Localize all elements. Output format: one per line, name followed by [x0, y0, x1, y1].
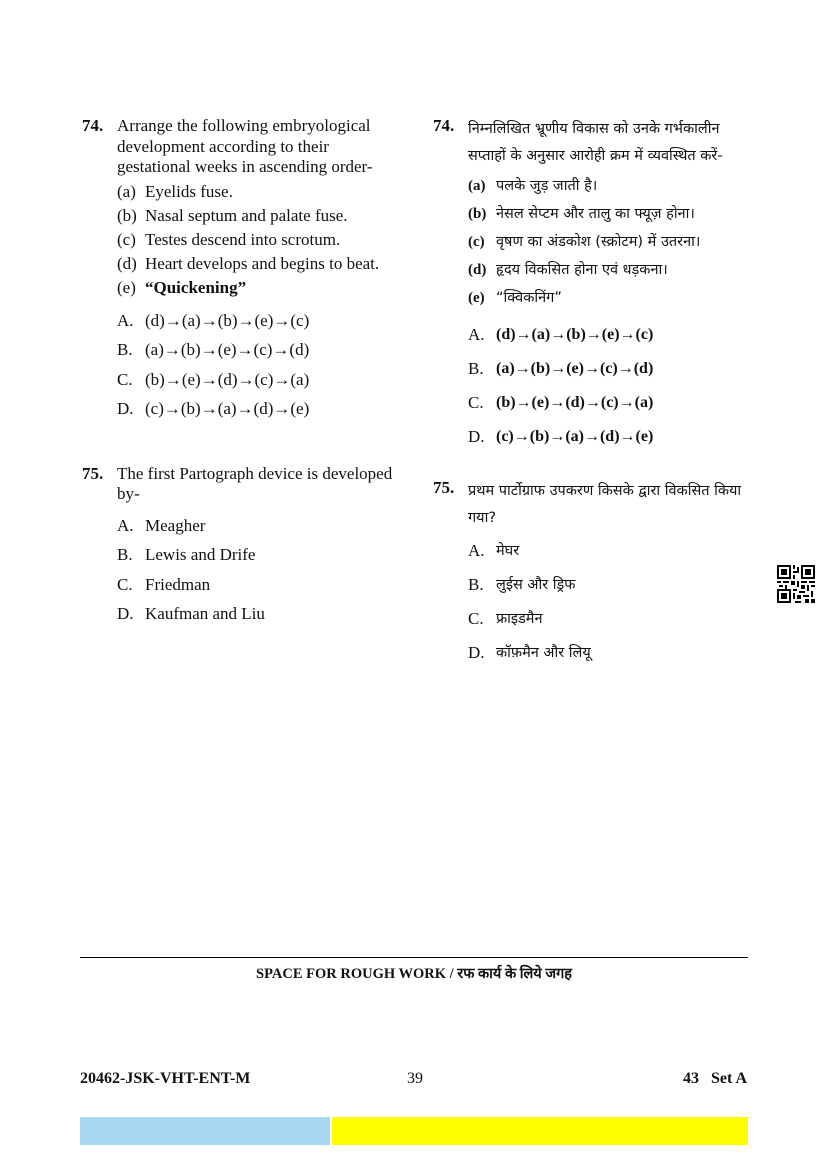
option-a	[468, 318, 753, 352]
option-label: C.	[117, 574, 133, 594]
question-74-hi	[433, 116, 753, 454]
question-text: The first Partograph device is developed by-	[117, 463, 393, 503]
option-label: D.	[468, 643, 485, 662]
footer-bar-yellow	[332, 1117, 748, 1145]
option-label: A.	[117, 515, 134, 535]
statement-label: (b)	[468, 206, 487, 222]
option-text: Meagher	[145, 515, 206, 535]
option-text: Friedman	[145, 574, 211, 594]
statement-item	[468, 200, 753, 228]
statement-item	[117, 276, 402, 300]
option-text: (c)→(b)→(a)→(d)→(e)	[496, 428, 654, 445]
option-a	[117, 306, 402, 336]
statement-label: (e)	[468, 290, 485, 306]
question-75-hi	[433, 478, 753, 670]
statement-text: Heart develops and begins to beat.	[145, 253, 380, 273]
set-label: 43 Set A	[683, 1070, 747, 1087]
option-text: (d)→(a)→(b)→(e)→(c)	[496, 326, 654, 343]
option-d	[468, 420, 753, 454]
option-b	[468, 352, 753, 386]
statement-text: हृदय विकसित होना एवं धड़कना।	[496, 262, 668, 278]
rough-work-label: SPACE FOR ROUGH WORK / रफ कार्य के लिये जगह	[256, 966, 572, 982]
statement-list	[117, 180, 402, 300]
question-number: 75.	[82, 463, 104, 483]
option-text: (c)→(b)→(a)→(d)→(e)	[145, 399, 310, 418]
option-b	[468, 568, 753, 602]
option-c	[468, 386, 753, 420]
statement-text: “क्विकनिंग”	[496, 290, 562, 306]
statement-text: Testes descend into scrotum.	[145, 229, 341, 249]
statement-label: (e)	[117, 277, 136, 297]
option-text: मेघर	[496, 543, 520, 559]
option-c	[468, 602, 753, 636]
option-label: B.	[117, 340, 133, 359]
option-label: B.	[468, 359, 484, 378]
rough-work-divider	[80, 957, 748, 958]
statement-item	[117, 204, 402, 228]
statement-list	[468, 172, 753, 312]
option-text: Lewis and Drife	[145, 545, 256, 564]
statement-label: (a)	[468, 178, 486, 194]
option-a	[468, 534, 753, 568]
option-label: D.	[117, 604, 134, 623]
statement-item	[117, 180, 402, 204]
option-b	[117, 335, 402, 365]
statement-label: (d)	[117, 253, 137, 273]
option-a	[117, 511, 402, 541]
statement-text: “Quickening”	[145, 277, 247, 297]
statement-text: Nasal septum and palate fuse.	[145, 205, 348, 225]
option-text: लुईस और ड्रिफ	[496, 577, 576, 593]
option-label: B.	[117, 545, 133, 564]
option-label: A.	[468, 541, 485, 560]
statement-text: पलके जुड़ जाती है।	[496, 178, 598, 194]
option-list	[117, 306, 402, 424]
question-text: निम्नलिखित भ्रूणीय विकास को उनके गर्भकालीन सप्ताहों के अनुसार आरोही क्रम में व्यवस्थित करें-	[468, 121, 723, 164]
option-label: B.	[468, 575, 484, 594]
option-text: (a)→(b)→(e)→(c)→(d)	[145, 340, 310, 359]
statement-text: Eyelids fuse.	[145, 181, 233, 201]
option-d	[117, 394, 402, 424]
booklet-code: 20462-JSK-VHT-ENT-M	[80, 1070, 251, 1087]
statement-item	[468, 228, 753, 256]
question-text: प्रथम पार्टोग्राफ उपकरण किसके द्वारा विकसित किया गया?	[468, 483, 742, 526]
statement-item	[468, 172, 753, 200]
qr-code-icon	[777, 565, 815, 603]
option-c	[117, 365, 402, 395]
statement-label: (b)	[117, 205, 137, 225]
page-number: 39	[407, 1070, 423, 1087]
statement-item	[468, 284, 753, 312]
statement-label: (c)	[117, 229, 136, 249]
option-c	[117, 570, 402, 600]
option-text: फ्राइडमैन	[496, 611, 543, 627]
statement-text: वृषण का अंडकोश (स्क्रोटम) में उतरना।	[496, 234, 701, 250]
hindi-column	[433, 116, 753, 670]
option-list	[117, 511, 402, 629]
option-text: (b)→(e)→(d)→(c)→(a)	[145, 369, 310, 389]
option-label: C.	[468, 609, 484, 628]
question-74-en	[82, 116, 402, 424]
question-number: 74.	[433, 116, 455, 135]
option-label: C.	[117, 369, 133, 389]
question-75-en	[82, 464, 402, 629]
option-d	[468, 636, 753, 670]
option-text: (b)→(e)→(d)→(c)→(a)	[496, 394, 654, 411]
option-b	[117, 540, 402, 570]
statement-item	[468, 256, 753, 284]
statement-item	[117, 228, 402, 252]
option-text: (a)→(b)→(e)→(c)→(d)	[496, 360, 654, 377]
option-label: A.	[468, 325, 485, 344]
option-label: D.	[468, 427, 485, 446]
statement-item	[117, 252, 402, 276]
english-column	[82, 116, 402, 629]
statement-label: (a)	[117, 181, 136, 201]
option-text: (d)→(a)→(b)→(e)→(c)	[145, 310, 310, 330]
statement-text: नेसल सेप्टम और तालु का फ्यूज़ होना।	[496, 206, 695, 222]
option-d	[117, 599, 402, 629]
option-label: C.	[468, 393, 484, 412]
option-label: A.	[117, 310, 134, 330]
option-text: कॉफ़मैन और लियू	[496, 645, 591, 661]
statement-label: (d)	[468, 262, 487, 278]
question-number: 74.	[82, 116, 104, 135]
question-number: 75.	[433, 478, 455, 497]
footer-bar-blue	[80, 1117, 330, 1145]
question-text: Arrange the following embryological development according to their gestational weeks in ascending order-	[117, 116, 373, 176]
option-list	[468, 318, 753, 454]
option-text: Kaufman and Liu	[145, 604, 265, 623]
option-label: D.	[117, 399, 134, 418]
option-list	[468, 534, 753, 670]
statement-label: (c)	[468, 234, 485, 250]
